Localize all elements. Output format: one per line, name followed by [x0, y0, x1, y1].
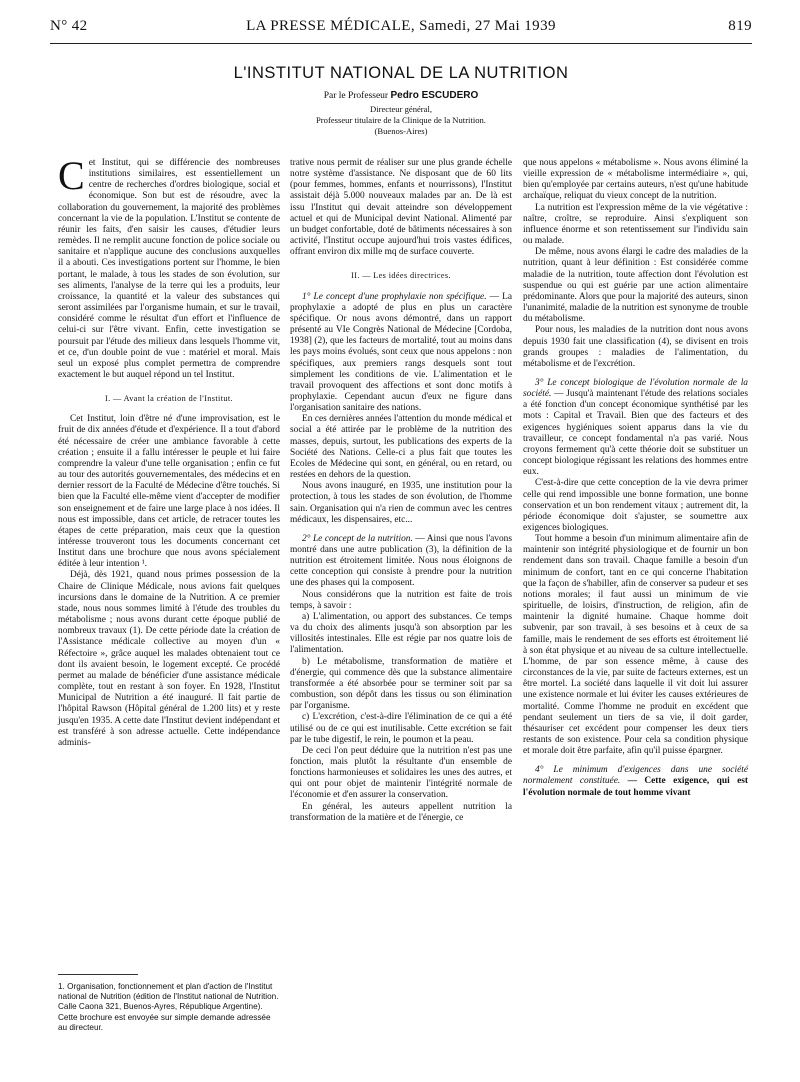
drop-cap: C [58, 153, 85, 198]
paragraph: C'est-à-dire que cette conception de la vie devra primer celle qui rend impossible une bonne formation, une bonne conservation et un bon rendement vitaux ; autrement dit, la période économique doit s'ajuster, se soumettre aux exigences biologiques. [523, 478, 748, 533]
column-1 [58, 153, 280, 749]
paragraph: De même, nous avons élargi le cadre des maladies de la nutrition, quant à leur définition : Est considérée comme maladie de la nutrition, toute affection dont l'évolution est suspendue ou qui est guérie par une action alimentaire prédominante. Alors que pour la majorité des auteurs, sinon l'unanimité, maladie de la nutrition est synonyme de trouble du métabolisme. [523, 247, 748, 325]
running-header [50, 18, 752, 40]
paragraph: c) L'excrétion, c'est-à-dire l'élimination de ce qui a été utilisé ou de ce qui est inutilisable. Cette excrétion se fait par le tube digestif, le rein, le poumon et la peau. [290, 712, 512, 745]
author-prefix: Par le Professeur [323, 91, 389, 101]
paragraph: Nous avons inauguré, en 1935, une institution pour la protection, à tous les stades de son évolution, de l'homme sain. Organisation qui n'a rien de commun avec les centres médicaux, les dispensaires, etc... [290, 481, 512, 525]
footnote-rule [58, 974, 138, 975]
paragraph-text: — La prophylaxie a adopté de plus en plus un caractère spécifique. Or nous avons démontré, dans un rapport présenté au VIe Congrès National de Médecine [Cordoba, 1938] (2), que les facteurs de mortalité, tout au moins dans les pays moins évolués, sont ceux que nous appelons : non spécifiques, aux premiers rangs desquels sont tout simplement les conditions de vie. L'alimentation et le travail provoquent des affections et sont donc motifs à prophylaxie. Cependant aucun d'eux ne figure dans l'organisation sanitaire des nations. [290, 291, 512, 414]
header-rule [50, 43, 752, 44]
paragraph: que nous appelons « métabolisme ». Nous avons éliminé la vieille expression de « métabolisme intermédiaire », qui, bien qu'employée par certains auteurs, n'est qu'une habitude archaïque, reliquat du vieux concept de la nutrition. [523, 158, 748, 202]
paragraph: En ces dernières années l'attention du monde médical et social a été attirée par le problème de la nutrition des masses, depuis, surtout, les publications des experts de la Société des Nations. Celle-ci a plus fait que toutes les Ecoles de Médecine qui sont, en général, ou en retard, ou restées en dehors de la question. [290, 414, 512, 481]
paragraph: a) L'alimentation, ou apport des substances. Ce temps va du choix des aliments jusqu'à son absorption par les villosités intestinales. Elle est régie par nos quatre lois de l'alimentation. [290, 611, 512, 656]
column-2 [290, 158, 512, 824]
paragraph-text: — Ainsi que nous l'avons montré dans une autre publication (3), la définition de la nutrition est étroitement limitée. Nous nous éloignons de cette conception qui consiste à prendre pour la nutrition une des phases qui la composent. [290, 533, 512, 589]
paragraph [523, 378, 748, 478]
issue-number: N° 42 [50, 18, 88, 34]
subsection-title: 1° Le concept d'une prophylaxie non spécifique. [302, 291, 487, 302]
paragraph: Cet Institut, loin d'être né d'une improvisation, est le fruit de dix années d'étude et d'expérience. Il a tout d'abord été nécessaire de créer une ambiance favorable à cette création ; ensuite il a fallu intéresser le peuple et lui faire comprendre la valeur d'une telle organisation ; enfin ce fut au tour des autorités gouvernementales, des médecins et en dernier ressort de la Faculté de Médecine d'être touchés. Si bien que la Faculté elle-même vient d'accepter de modifier son enseignement et de faire une large place à nos idées. Il nous est impossible, dans cet article, de retracer toutes les étapes de cette préparation, mais ceux que la question intéresse trouveront tous les documents concernant cet Institut dans une brochure que nous avons spécialement éditée à leur intention ¹. [58, 414, 280, 570]
intro-text: et Institut, qui se différencie des nombreuses institutions similaires, est essentiellement un centre de recherches d'ordres biologique, social et économique. Son but est de résoudre, avec la collaboration du gouvernement, la majorité des problèmes concernant la vie de la population. L'Institut se contente de réunir les faits, d'en saisir les causes, d'étudier leurs remèdes. Il ne remplit aucune fonction de police sociale ou sanitaire et n'applique aucune des conclusions auxquelles il a abouti. Ces investigations portent sur l'homme, le bien portant, le malade, à tous les stades de son évolution, sur ses aliments, l'analyse de la terre qui les a produits, leur croissance, la quantité et la valeur des substances qui seront assimilées par l'organisme humain, et sur le travail, considéré comme le résultat d'un effort et l'influence de celui-ci sur l'être vivant. Enfin, cette investigation se poursuit par l'étude des milieux dans lesquels l'homme vit, et ce, d'un double point de vue : matériel et moral. Mais seul un exposé plus complet permettra de comprendre exactement le but auquel répond un tel Institut. [58, 158, 280, 380]
affiliation-line-3: (Buenos-Aires) [374, 126, 428, 136]
column-3 [523, 158, 748, 799]
paragraph: Tout homme a besoin d'un minimum alimentaire afin de maintenir son intégrité physiologique et de fournir un bon rendement dans son travail. Chaque famille a besoin d'un minimum de confort, tant en ce qui concerne l'habitation que la façon de s'habiller, afin de conserver sa pudeur et ses notions morales; il faut aussi un minimum de vie spirituelle, de loisirs, d'instruction, de religion, afin de maintenir la dignité humaine. Chaque homme doit subvenir, par son travail, à ses besoins et à ceux de sa famille, mais le rendement de ses efforts est étroitement lié à son état physique et au niveau de sa culture intellectuelle. L'homme, de par son essence même, à cause des circonstances de la vie, par suite de facteurs externes, est un être mortel. La société dans laquelle il vit doit lui assurer une existence normale et lui éviter les causes extérieures de mortalité. Comme l'homme ne produit en excédent que pendant seulement un tiers de sa vie, il doit garder, thésauriser cet excédent pour compenser les deux tiers restants de son existence. Pour cela sa condition physique et morale doit être parfaite, afin qu'il puisse épargner. [523, 534, 748, 757]
subsection-title: 2° Le concept de la nutrition. [302, 533, 413, 544]
paragraph: trative nous permit de réaliser sur une plus grande échelle notre système d'assistance. Ne disposant que de 60 lits (pour femmes, hommes, enfants et nourrissons), l'Institut assistait déjà 5.000 nouveaux malades par an. De là est issu l'Institut qui devait atteindre son développement actuel et qui de Municipal devint National. Alimenté par un budget confortable, doté de bâtiments nécessaires à son activité, l'Institut occupe aujourd'hui trois vastes édifices, offrant environ dix mille mq de surface couverte. [290, 158, 512, 258]
intro-paragraph [58, 153, 280, 381]
paragraph: De ceci l'on peut déduire que la nutrition n'est pas une fonction, mais plutôt la résultante d'un ensemble de fonctions harmonieuses et solidaires les unes des autres, et qui ont pour objet de maintenir l'intégrité normale de l'économie et d'en assurer la conservation. [290, 745, 512, 801]
paragraph: En général, les auteurs appellent nutrition la transformation de la matière et de l'énergie, ce [290, 801, 512, 823]
paragraph: Pour nous, les maladies de la nutrition dont nous avons depuis 1930 fait une classification (4), se divisent en trois grands groupes : maladies de l'alimentation, du métabolisme et de l'excrétion. [523, 325, 748, 369]
author-name: Pedro ESCUDERO [390, 90, 479, 101]
paragraph: La nutrition est l'expression même de la vie végétative : naître, croître, se reproduire. Ainsi s'expliquent son influence énorme et son retentissement sur l'individu sain ou malade. [523, 202, 748, 247]
paragraph [290, 292, 512, 415]
paragraph [290, 534, 512, 590]
paragraph-text: — Cette exigence, qui est l'évolution normale de tout homme vivant [523, 776, 749, 798]
affiliation-line-1: Directeur général, [369, 104, 433, 114]
section-heading-2: II. — Les idées directrices. [351, 271, 451, 281]
journal-title: LA PRESSE MÉDICALE, Samedi, 27 Mai 1939 [246, 18, 556, 34]
author-line [50, 90, 752, 101]
paragraph-text: — Jusqu'à maintenant l'étude des relations sociales a été fonction d'un concept économique synthétisé par les mots : Capital et Travail. Bien que des facteurs et des exigences hygiéniques soient apparus dans la vie du travailleur, ce concept fondamental n'a pas varié. Nous croyons fermement qu'à cette théorie doit se substituer un concept biologique régissant les relations des hommes entre eux. [523, 389, 748, 478]
subsection-title: 3° Le concept biologique de l'évolution normale de la société. [523, 377, 748, 400]
affiliation-line-2: Professeur titulaire de la Clinique de la Nutrition. [316, 115, 486, 125]
paragraph [523, 765, 748, 798]
subsection-title: 4° Le minimum d'exigences dans une société normalement constituée. [523, 765, 748, 787]
footnote: 1. Organisation, fonctionnement et plan d'action de l'Institut national de Nutrition (édition de l'Institut national de Nutrition. Calle Caona 321, Buenos-Ayres, République Argentine). Cette brochure est envoyée sur simple demande adressée au directeur. [58, 982, 279, 1032]
section-heading-1: I. — Avant la création de l'Institut. [105, 394, 233, 404]
paragraph: b) Le métabolisme, transformation de matière et d'énergie, qui commence dès que la substance alimentaire transformée a été absorbée pour se terminer soit par sa combustion, son dépôt dans les tissus ou son élimination par l'organisme. [290, 656, 512, 712]
paragraph: Nous considérons que la nutrition est faite de trois temps, à savoir : [290, 589, 512, 611]
paragraph: Déjà, dès 1921, quand nous primes possession de la Chaire de Clinique Médicale, nous avions fait quelques incursions dans le domaine de la Nutrition. A ce premier stade, nous nous sommes limité à l'étude des troubles du métabolisme ; nous avons durant cette époque publié de nombreux travaux (1). De cette période date la création de l'Assistance médicale collective au moyen d'un « Réfectoire », grâce auquel les malades obtenaient tout ce dont ils avaient besoin, le logement excepté. Ce procédé permet au malade de bénéficier d'une assistance médicale complète, tout en restant à son foyer. En 1928, l'Institut Municipal de Nutrition a été inauguré. Il fait partie de l'hôpital Rawson (Hôpital général de 1.200 lits) et y reste jusqu'en 1935. A cette date l'Institut devient indépendant et est transféré à son adresse actuelle. Cette indépendance adminis- [58, 570, 280, 748]
page-number: 819 [728, 18, 752, 34]
article-title: L'INSTITUT NATIONAL DE LA NUTRITION [233, 64, 569, 82]
